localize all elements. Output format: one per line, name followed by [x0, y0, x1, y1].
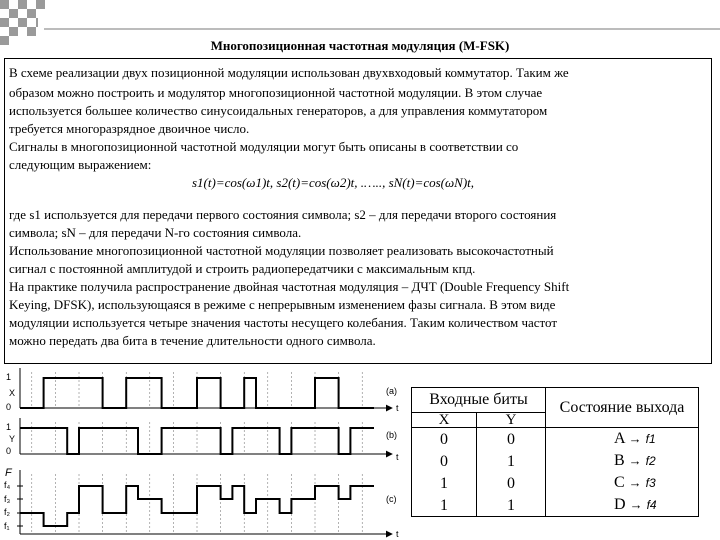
- text-line: следующим выражением:: [9, 157, 152, 172]
- text-line: символа; sN – для передачи N-го состояния символа.: [9, 225, 302, 240]
- text-line: Использование многопозиционной частотной модуляции позволяет реализовать высокочастотный: [9, 243, 554, 258]
- output-state-header: Состояние выхода: [546, 388, 699, 428]
- text-line: образом можно построить и модулятор многопозиционной частотной модуляции. В этом случае: [9, 85, 543, 100]
- f-level-1: f₁: [4, 521, 10, 531]
- x-column-header: X: [412, 413, 477, 428]
- state-letter: C: [614, 474, 625, 491]
- freq-label: f2: [645, 454, 656, 468]
- text-line: Сигналы в многопозиционной частотной модуляции могут быть описаны в соответствии со: [9, 139, 519, 154]
- table-row: [412, 472, 699, 494]
- right-arrow-icon: →: [628, 475, 642, 490]
- formula: s1(t)=cos(ω1)t, s2(t)=cos(ω2)t, .….., sN(t)=cos(ωN)t,: [192, 175, 475, 190]
- x-cell: 0: [412, 428, 477, 451]
- state-cell: [546, 450, 699, 472]
- series-label-b: (b): [386, 430, 397, 440]
- y-cell: 0: [477, 472, 546, 494]
- freq-label: f4: [646, 498, 657, 512]
- y-column-header: Y: [477, 413, 546, 428]
- x-cell: 1: [412, 494, 477, 517]
- input-bits-header: Входные биты: [412, 388, 546, 413]
- t-label-b: t: [396, 452, 399, 462]
- text-line: сигнал с постоянной амплитудой и строить радиопередатчики с максимальным кпд.: [9, 261, 476, 276]
- series-label-c: (c): [386, 494, 397, 504]
- series-line-x: [20, 378, 374, 408]
- y-tick-zero: 0: [6, 446, 12, 456]
- slide-title: Многопозиционная частотная модуляция (M-FSK): [210, 38, 510, 53]
- f-level-2: f₂: [4, 507, 10, 517]
- f-level-3: f₃: [4, 494, 11, 504]
- x-tick-one: 1: [6, 372, 12, 382]
- text-line: В схеме реализации двух позиционной модуляции использован двухвходовый коммутатор. Таким же: [9, 65, 569, 80]
- x-cell: 1: [412, 472, 477, 494]
- y-tick-one: 1: [6, 422, 12, 432]
- series-label-a: (a): [386, 386, 397, 396]
- text-line: модуляции используется четыре значения частоты несущего колебания. Таким количеством частот: [9, 315, 558, 330]
- table-row: [412, 494, 699, 517]
- state-cell: [546, 494, 699, 517]
- slide-header-bar: [38, 9, 720, 35]
- state-letter: D: [614, 496, 626, 513]
- right-arrow-icon: →: [629, 497, 643, 512]
- state-cell: [546, 428, 699, 451]
- text-line: можно передать два бита в течение длительности одного символа.: [9, 333, 376, 348]
- table-row: [412, 428, 699, 451]
- state-table: [411, 387, 699, 517]
- text-line: используется большее количество синусоидальных генераторов, а для управления коммутатором: [9, 103, 548, 118]
- timing-diagram: [0, 366, 410, 540]
- t-label-c: t: [396, 529, 399, 539]
- x-name: X: [9, 388, 16, 398]
- right-arrow-icon: →: [628, 453, 642, 468]
- t-label-a: t: [396, 403, 399, 413]
- state-letter: B: [614, 452, 625, 469]
- text-line: Keying, DFSK), использующаяся в режиме с непрерывным изменением фазы сигнала. В этом виде: [9, 297, 556, 312]
- freq-label: f1: [645, 432, 656, 446]
- state-cell: [546, 472, 699, 494]
- table-row: [412, 450, 699, 472]
- x-tick-zero: 0: [6, 402, 12, 412]
- f-level-4: f₄: [4, 480, 11, 490]
- x-cell: 0: [412, 450, 477, 472]
- y-cell: 1: [477, 450, 546, 472]
- state-letter: A: [614, 430, 625, 447]
- text-line: На практике получила распространение двойная частотная модуляция – ДЧТ (Double Frequency Shift: [9, 279, 570, 294]
- text-line: требуется многоразрядное двоичное число.: [9, 121, 250, 136]
- y-cell: 0: [477, 428, 546, 451]
- header-divider: [44, 28, 720, 30]
- y-name: Y: [9, 434, 16, 444]
- f-name: F: [5, 467, 12, 479]
- right-arrow-icon: →: [628, 431, 642, 446]
- freq-label: f3: [645, 476, 656, 490]
- y-cell: 1: [477, 494, 546, 517]
- text-line: где s1 используется для передачи первого состояния символа; s2 – для передачи второго состояния: [9, 207, 557, 222]
